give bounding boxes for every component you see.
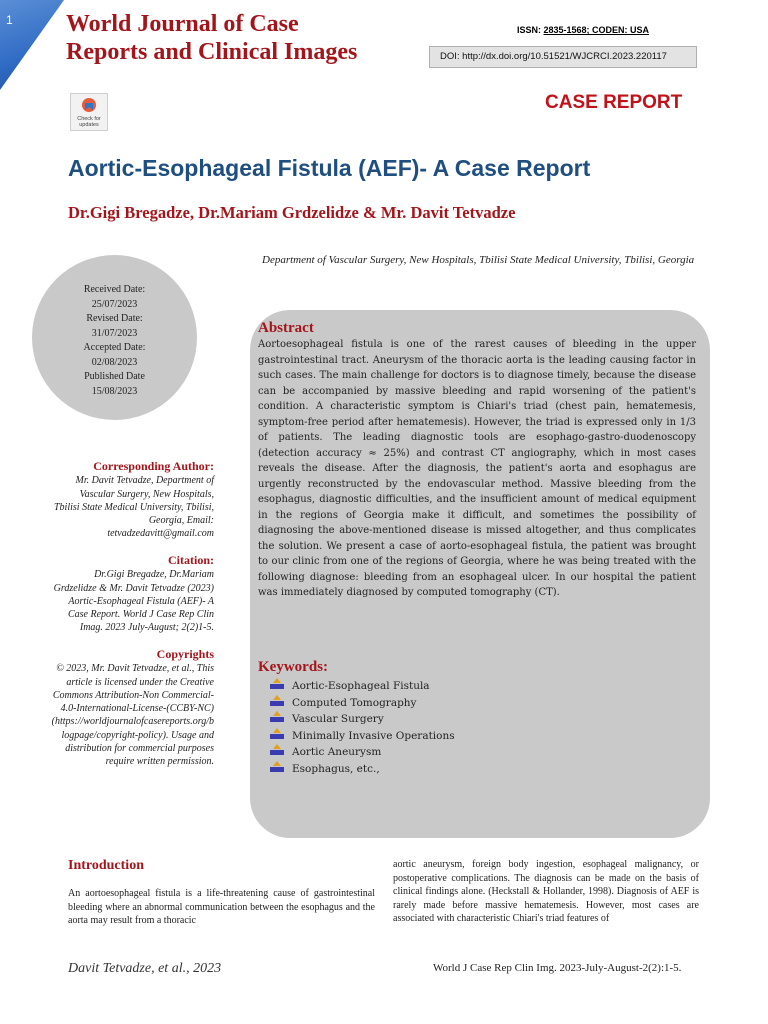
journal-title: World Journal of Case Reports and Clinical Images (66, 11, 358, 65)
article-dates (32, 283, 197, 399)
keyword-bullet-icon (270, 678, 284, 690)
published-date-label: Published Date (84, 371, 145, 382)
corresponding-author-block (30, 460, 214, 541)
corresponding-author-heading: Corresponding Author: (93, 459, 214, 473)
keyword-item (270, 678, 455, 695)
published-date: 15/08/2023 (91, 385, 138, 397)
citation-text: Dr.Gigi Bregadze, Dr.Mariam Grdzelidze & Mr. Davit Tetvadze (2023) Aortic-Esophageal Fistula (AEF)- A Case Report. World J Case Rep Clin Imag. 2023 July-August; 2(2)1-5. (53, 569, 214, 634)
keyword-bullet-icon (270, 728, 284, 740)
issn-value: 2835-1568; CODEN: USA (543, 25, 650, 35)
introduction-text-right: aortic aneurysm, foreign body ingestion, esophageal malignancy, or postoperative complications. The diagnosis can be made on the basis of clinical findings alone. (Heckstall & Hollander, 1998). Diagnosis of AEF is rarely made before massive hematemesis. However, most cases are associated with characteristic Chiari's triad features of (393, 859, 699, 924)
keyword-bullet-icon (270, 695, 284, 707)
footer-author: Davit Tetvadze, et al., 2023 (68, 961, 222, 976)
article-type-label: CASE REPORT (545, 92, 683, 113)
keyword-label: Computed Tomography (292, 696, 417, 709)
keyword-item (270, 711, 455, 728)
check-for-updates-badge[interactable] (70, 93, 108, 131)
keywords-heading: Keywords: (258, 659, 328, 675)
keyword-bullet-icon (270, 744, 284, 756)
copyrights-heading: Copyrights (156, 647, 214, 661)
copyrights-block (30, 648, 214, 769)
affiliation: Department of Vascular Surgery, New Hospitals, Tbilisi State Medical University, Tbilisi, Georgia (262, 254, 695, 266)
keywords-list (270, 678, 455, 777)
revised-date-label: Revised Date: (86, 313, 143, 324)
keyword-label: Esophagus, etc., (292, 762, 380, 775)
keyword-label: Aortic Aneurysm (292, 746, 382, 758)
citation-heading: Citation: (168, 553, 214, 567)
keyword-label: Aortic-Esophageal Fistula (292, 680, 430, 692)
corresponding-author-text[interactable]: Mr. Davit Tetvadze, Department of Vascular Surgery, New Hospitals, Tbilisi State Medical University, Tbilisi, Georgia, Email: tetvadzedavitt@gmail.com (54, 475, 214, 540)
issn-line (517, 25, 649, 35)
keyword-bullet-icon (270, 761, 284, 773)
author-list: Dr.Gigi Bregadze, Dr.Mariam Grdzelidze & Mr. Davit Tetvadze (68, 203, 516, 222)
accepted-date-label: Accepted Date: (83, 342, 146, 353)
keyword-bullet-icon (270, 711, 284, 723)
article-title: Aortic-Esophageal Fistula (AEF)- A Case Report (68, 155, 591, 181)
keyword-label: Minimally Invasive Operations (292, 729, 455, 742)
received-date-label: Received Date: (83, 284, 146, 295)
abstract-heading: Abstract (258, 320, 314, 336)
footer-citation: World J Case Rep Clin Img. 2023-July-August-2(2):1-5. (433, 962, 682, 974)
revised-date: 31/07/2023 (91, 327, 138, 339)
introduction-text-left: An aortoesophageal fistula is a life-threatening cause of gastrointestinal bleeding where an abnormal communication between the esophagus and the aorta may result from a thoracic (68, 888, 375, 926)
issn-label: ISSN: (517, 25, 544, 35)
keyword-item (270, 761, 455, 778)
keyword-label: Vascular Surgery (292, 713, 384, 725)
abstract-text: Aortoesophageal fistula is one of the rarest causes of bleeding in the upper gastrointestinal tract. Aneurysm of the thoracic aorta is the leading causing factor in such cases. The main challenge for doctors is to diagnose timely, because the disease can be accompanied by massive bleeding and rapid worsening of the patient's condition. A characteristic symptom is Chiari's triad (chest pain, hematemesis, symptom-free period after hematemesis). However, the triad is expressed only in 1/3 of patients. The leading diagnostic tools are esophago-gastro-duodenoscopy (detection accuracy ≈ 25%) and contrast CT angiography, which in most cases reveals the disease. After the diagnosis, the patient's aorta and esophagus are urgently reconstructed by the endovascular method. Massive bleeding from the esophagus, diagnostic difficulties, and the insufficient amount of medical equipment in the regions of Georgia make it difficult, and sometimes the possibility of diagnosing the above-mentioned disease is missed altogether, and thus complicates the solution. We present a case of aorto-esophageal fistula, the patient was brought to our clinic from one of the regions of Georgia, where he was being treated with the following diagnose: bleeding from an esophageal ulcer. In our hospital the patient was immediately diagnosed by computed tomography (CT). (258, 339, 696, 598)
citation-block (30, 554, 214, 635)
copyrights-text[interactable]: © 2023, Mr. Davit Tetvadze, et al., This article is licensed under the Creative Commons Attribution-Non Commercial- 4.0-International-License-(CCBY-NC) (https://worldjournalofcasereports.org/b logpage/copyright-policy). Usage and distribution for commercial purposes require written permission. (51, 663, 214, 768)
check-updates-label: Check for updates (77, 116, 101, 128)
page-number: 1 (6, 13, 13, 27)
doi-box[interactable]: DOI: http://dx.doi.org/10.51521/WJCRCI.2023.220117 (429, 46, 697, 68)
keyword-item (270, 728, 455, 745)
received-date: 25/07/2023 (91, 298, 138, 310)
keyword-item (270, 744, 455, 761)
keyword-item (270, 695, 455, 712)
check-updates-icon (81, 97, 97, 115)
accepted-date: 02/08/2023 (91, 356, 138, 368)
introduction-heading: Introduction (68, 858, 144, 873)
